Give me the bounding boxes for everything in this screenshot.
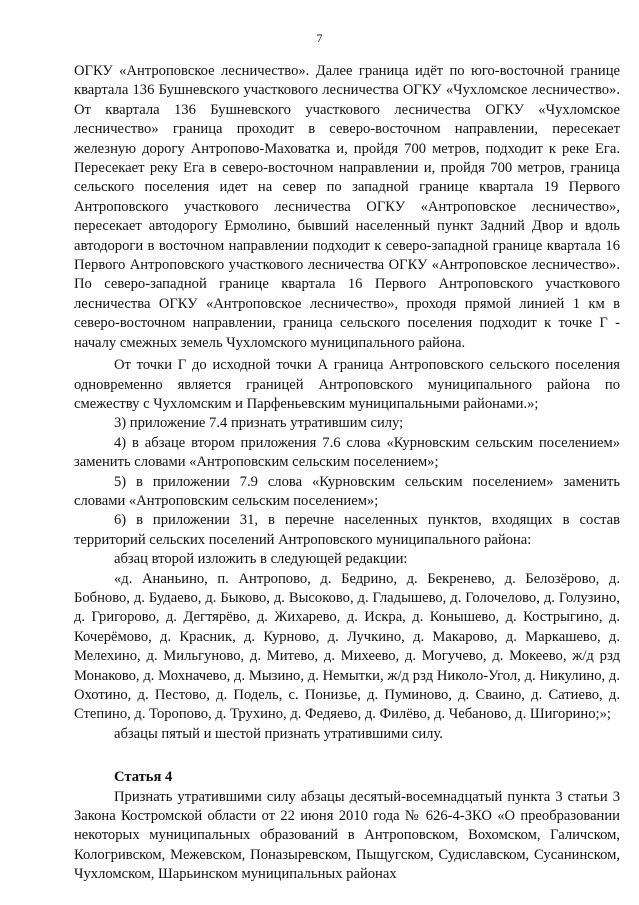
page-number: 7	[316, 31, 323, 45]
paragraph-item-3: 3) приложение 7.4 признать утратившим силу;	[114, 415, 404, 432]
paragraph-settlement-list: «д. Ананьино, п. Антропово, д. Бедрино, д. Бекренево, д. Белозёрово, д. Бобново, д. Будаево, д. Быково, д. Высоково, д. Гладышево, д. Голочелово, д. Голузино, д. Григорово, д. Дегтярёво, д. Жихарево, д. Искра, д. Конышево, д. Кострыгино, д. Кочерёмово, д. Красник, д. Курново, д. Лучкино, д. Макарово, д. Маркашево, д. Мелехино, д. Мильгуново, д. Митево, д. Михеево, д. Могучево, д. Мокеево, ж/д рзд Монаково, д. Мохначево, д. Мызино, д. Немытки, ж/д рзд Николо-Угол, д. Никулино, д. Охотино, д. Пестово, д. Подель, с. Понизье, д. Пуминово, д. Сваино, д. Сатиево, д. Степино, д. Торопово, д. Трухино, д. Федяево, д. Филёво, д. Чебаново, д. Шигорино;»;	[74, 570, 620, 723]
paragraph-boundary-description: ОГКУ «Антроповское лесничество». Далее граница идёт по юго-восточной границе квартала 136 Бушневского участкового лесничества ОГКУ «Чухломское лесничество». От квартала 136 Бушневского участкового лесничества ОГКУ «Чухломское лесничество» граница проходит в северо-восточном направлении, пересекает железную дорогу Антропово-Маховатка и, пройдя 700 метров, подходит к реке Ега. Пересекает реку Ега в северо-восточном направлении и, пройдя 700 метров, граница сельского поселения идет на север по западной границе квартала 19 Первого Антроповского участкового лесничества ОГКУ «Антроповское лесничество», пересекает автодорогу Ермолино, бывший населенный пункт Задний Двор и вдоль автодороги в восточном направлении подходит к северо-западной границе квартала 16 Первого Антроповского участкового лесничества ОГКУ «Антроповское лесничество». По северо-западной границе квартала 16 Первого Антроповского участкового лесничества ОГКУ «Антроповское лесничество», проходя прямой линией 1 км в северо-восточном направлении, граница сельского поселения подходит к точке Г - началу смежных земель Чухломского муниципального района.	[74, 63, 620, 351]
document-body	[74, 62, 620, 885]
article-text: Признать утратившими силу абзацы десятый-восемнадцатый пункта 3 статьи 3 Закона Костромской области от 22 июня 2010 года № 626-4-ЗКО «О преобразовании некоторых муниципальных образований в Антроповском, Вохомском, Галичском, Кологривском, Межевском, Поназыревском, Пыщугском, Судиславском, Сусанинском, Чухломском, Шарьинском муниципальных районах	[74, 788, 620, 883]
paragraph-boundary-closing: От точки Г до исходной точки А граница Антроповского сельского поселения одновременно является границей Антроповского муниципального района по смежеству с Чухломским и Парфеньевским муниципальными районами.»;	[74, 357, 620, 412]
paragraph-item-5: 5) в приложении 7.9 слова «Курновским сельским поселением» заменить словами «Антроповским сельским поселением»;	[74, 473, 620, 509]
paragraph-abzac-fifth-sixth: абзацы пятый и шестой признать утратившими силу.	[114, 725, 443, 742]
paragraph-item-6: 6) в приложении 31, в перечне населенных пунктов, входящих в состав территорий сельских поселений Антроповского муниципального района:	[74, 512, 620, 548]
paragraph-item-4: 4) в абзаце втором приложения 7.6 слова «Курновским сельским поселением» заменить словами «Антроповским сельским поселением»;	[74, 434, 620, 471]
paragraph-abzac-second: абзац второй изложить в следующей редакции:	[114, 551, 408, 568]
article-heading: Статья 4	[114, 769, 173, 786]
